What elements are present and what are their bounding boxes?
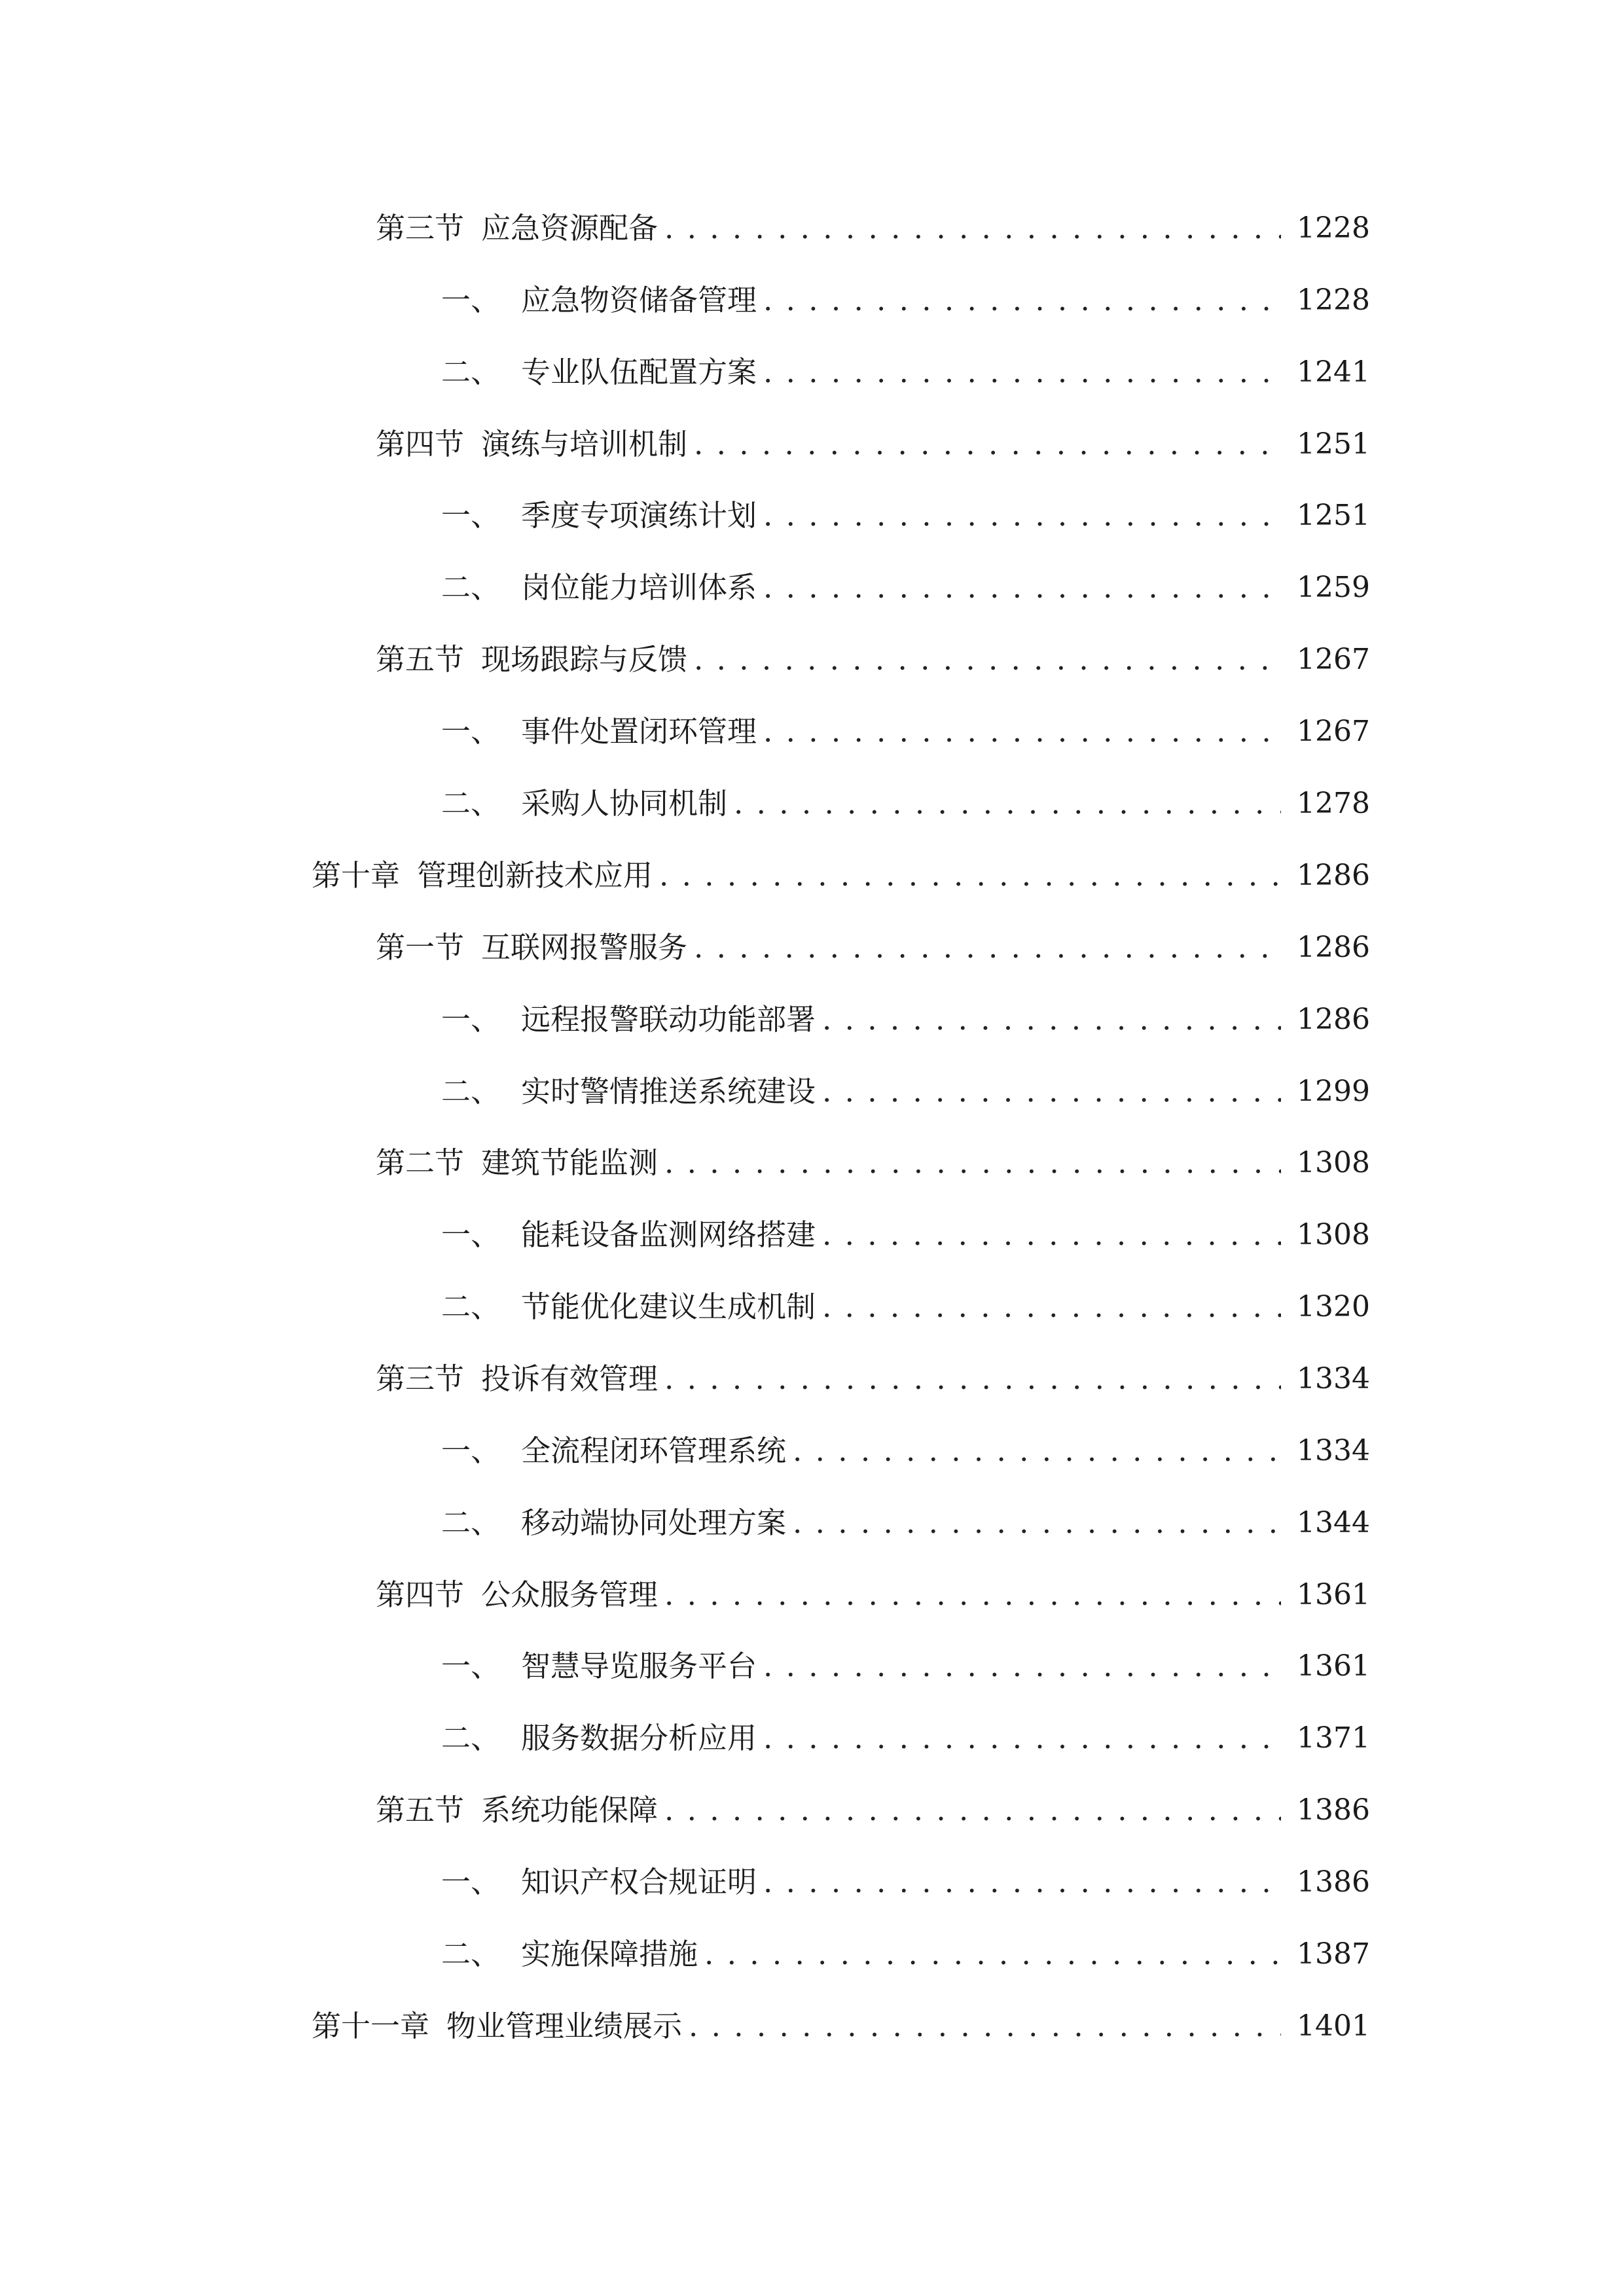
- toc-title: 物业管理业绩展示: [446, 2009, 683, 2043]
- dot-leader: [822, 1280, 1281, 1335]
- toc-title: 应急物资储备管理: [521, 283, 757, 317]
- toc-page-number: 1361: [1297, 1649, 1370, 1683]
- toc-number: 第十一章: [312, 2009, 430, 2043]
- toc-number: 一、: [441, 1865, 501, 1899]
- dot-leader: [689, 1999, 1281, 2054]
- toc-title: 实施保障措施: [521, 1937, 698, 1971]
- toc-title: 节能优化建议生成机制: [521, 1289, 816, 1324]
- toc-entry-subsection[interactable]: [441, 1424, 1370, 1479]
- toc-number: 一、: [441, 498, 501, 533]
- toc-page-number: 1251: [1297, 499, 1370, 532]
- dot-leader: [664, 1352, 1281, 1407]
- dot-leader: [763, 1855, 1281, 1910]
- toc-entry-subsection[interactable]: [441, 488, 1370, 543]
- toc-title: 互联网报警服务: [481, 930, 688, 965]
- toc-page-number: 1386: [1297, 1865, 1370, 1899]
- dot-leader: [763, 488, 1281, 543]
- dot-leader: [763, 345, 1281, 400]
- toc-title: 能耗设备监测网络搭建: [521, 1217, 816, 1252]
- toc-title: 岗位能力培训体系: [521, 570, 757, 605]
- toc-page-number: 1320: [1297, 1290, 1370, 1323]
- toc-number: 第三节: [376, 1361, 465, 1396]
- dot-leader: [763, 704, 1281, 759]
- toc-number: 第五节: [376, 1793, 465, 1827]
- toc-number: 二、: [441, 355, 501, 389]
- toc-title: 管理创新技术应用: [417, 858, 653, 893]
- dot-leader: [734, 776, 1281, 831]
- toc-number: 二、: [441, 1505, 501, 1540]
- dot-leader: [664, 201, 1281, 256]
- toc-title: 服务数据分析应用: [521, 1721, 757, 1755]
- toc-number: 第四节: [376, 427, 465, 461]
- toc-entry-section[interactable]: [376, 417, 1370, 472]
- dot-leader: [822, 1064, 1281, 1119]
- toc-number: 二、: [441, 1937, 501, 1971]
- toc-page-number: 1251: [1297, 427, 1370, 461]
- dot-leader: [704, 1927, 1281, 1982]
- dot-leader: [822, 992, 1281, 1047]
- toc-page-number: 1286: [1297, 1003, 1370, 1036]
- toc-entry-subsection[interactable]: [441, 1280, 1370, 1335]
- toc-title: 演练与培训机制: [481, 427, 688, 461]
- toc-page-number: 1387: [1297, 1937, 1370, 1971]
- toc-title: 全流程闭环管理系统: [521, 1433, 787, 1468]
- toc-title: 移动端协同处理方案: [521, 1505, 787, 1540]
- toc-number: 第二节: [376, 1145, 465, 1180]
- dot-leader: [694, 417, 1281, 472]
- toc-entry-subsection[interactable]: [441, 992, 1370, 1047]
- toc-title: 公众服务管理: [481, 1577, 659, 1612]
- dot-leader: [694, 632, 1281, 687]
- toc-entry-subsection[interactable]: [441, 560, 1370, 615]
- toc-number: 第五节: [376, 642, 465, 677]
- toc-number: 第十章: [312, 858, 401, 893]
- toc-number: 一、: [441, 1217, 501, 1252]
- toc-entry-chapter[interactable]: [312, 848, 1370, 903]
- toc-entry-section[interactable]: [376, 1136, 1370, 1191]
- dot-leader: [664, 1568, 1281, 1623]
- dot-leader: [664, 1783, 1281, 1838]
- toc-page-number: 1259: [1297, 571, 1370, 604]
- dot-leader: [793, 1496, 1281, 1551]
- toc-entry-subsection[interactable]: [441, 1064, 1370, 1119]
- toc-entry-subsection[interactable]: [441, 1496, 1370, 1551]
- toc-page-number: 1371: [1297, 1721, 1370, 1755]
- toc-number: 二、: [441, 1289, 501, 1324]
- toc-title: 知识产权合规证明: [521, 1865, 757, 1899]
- toc-entry-subsection[interactable]: [441, 1639, 1370, 1694]
- toc-page-number: 1286: [1297, 859, 1370, 892]
- toc-title: 建筑节能监测: [481, 1145, 659, 1180]
- toc-entry-subsection[interactable]: [441, 776, 1370, 831]
- dot-leader: [763, 1711, 1281, 1766]
- toc-entry-section[interactable]: [376, 1352, 1370, 1407]
- toc-number: 一、: [441, 714, 501, 749]
- toc-title: 实时警情推送系统建设: [521, 1074, 816, 1109]
- toc-entry-subsection[interactable]: [441, 1855, 1370, 1910]
- dot-leader: [664, 1136, 1281, 1191]
- toc-page-number: 1278: [1297, 787, 1370, 820]
- toc-title: 应急资源配备: [481, 211, 659, 245]
- toc-title: 专业队伍配置方案: [521, 355, 757, 389]
- toc-entry-subsection[interactable]: [441, 1927, 1370, 1982]
- toc-entry-section[interactable]: [376, 201, 1370, 256]
- toc-page-number: 1241: [1297, 355, 1370, 389]
- toc-entry-section[interactable]: [376, 1783, 1370, 1838]
- toc-number: 二、: [441, 1721, 501, 1755]
- toc-page-number: 1286: [1297, 931, 1370, 964]
- toc-entry-subsection[interactable]: [441, 1711, 1370, 1766]
- toc-title: 现场跟踪与反馈: [481, 642, 688, 677]
- dot-leader: [694, 920, 1281, 975]
- toc-page-number: 1334: [1297, 1362, 1370, 1395]
- toc-title: 智慧导览服务平台: [521, 1649, 757, 1683]
- toc-entry-section[interactable]: [376, 920, 1370, 975]
- toc-page-number: 1267: [1297, 715, 1370, 748]
- toc-number: 一、: [441, 283, 501, 317]
- dot-leader: [763, 560, 1281, 615]
- toc-page-number: 1267: [1297, 643, 1370, 676]
- toc-entry-subsection[interactable]: [441, 1208, 1370, 1263]
- dot-leader: [763, 1639, 1281, 1694]
- toc-page-number: 1386: [1297, 1793, 1370, 1827]
- toc-number: 一、: [441, 1002, 501, 1037]
- toc-number: 第一节: [376, 930, 465, 965]
- toc-entry-subsection[interactable]: [441, 273, 1370, 328]
- toc-entry-section[interactable]: [376, 1568, 1370, 1623]
- toc-number: 二、: [441, 786, 501, 821]
- toc-entry-subsection[interactable]: [441, 345, 1370, 400]
- toc-title: 系统功能保障: [481, 1793, 659, 1827]
- toc-title: 采购人协同机制: [521, 786, 728, 821]
- dot-leader: [763, 273, 1281, 328]
- toc-number: 一、: [441, 1649, 501, 1683]
- toc-title: 季度专项演练计划: [521, 498, 757, 533]
- toc-page-number: 1361: [1297, 1578, 1370, 1611]
- toc-entry-chapter[interactable]: [312, 1999, 1370, 2054]
- toc-page-number: 1334: [1297, 1434, 1370, 1467]
- toc-page-number: 1228: [1297, 211, 1370, 245]
- toc-page-number: 1228: [1297, 283, 1370, 317]
- toc-number: 第四节: [376, 1577, 465, 1612]
- toc-page-number: 1299: [1297, 1075, 1370, 1108]
- toc-number: 第三节: [376, 211, 465, 245]
- toc-page-number: 1308: [1297, 1146, 1370, 1179]
- toc-number: 一、: [441, 1433, 501, 1468]
- toc-entry-section[interactable]: [376, 632, 1370, 687]
- toc-page-number: 1401: [1297, 2009, 1370, 2043]
- toc-title: 事件处置闭环管理: [521, 714, 757, 749]
- toc-title: 远程报警联动功能部署: [521, 1002, 816, 1037]
- toc-number: 二、: [441, 570, 501, 605]
- toc-entry-subsection[interactable]: [441, 704, 1370, 759]
- dot-leader: [822, 1208, 1281, 1263]
- toc-title: 投诉有效管理: [481, 1361, 659, 1396]
- toc-page-number: 1308: [1297, 1218, 1370, 1251]
- toc-page-number: 1344: [1297, 1506, 1370, 1539]
- dot-leader: [659, 848, 1281, 903]
- toc-number: 二、: [441, 1074, 501, 1109]
- dot-leader: [793, 1424, 1281, 1479]
